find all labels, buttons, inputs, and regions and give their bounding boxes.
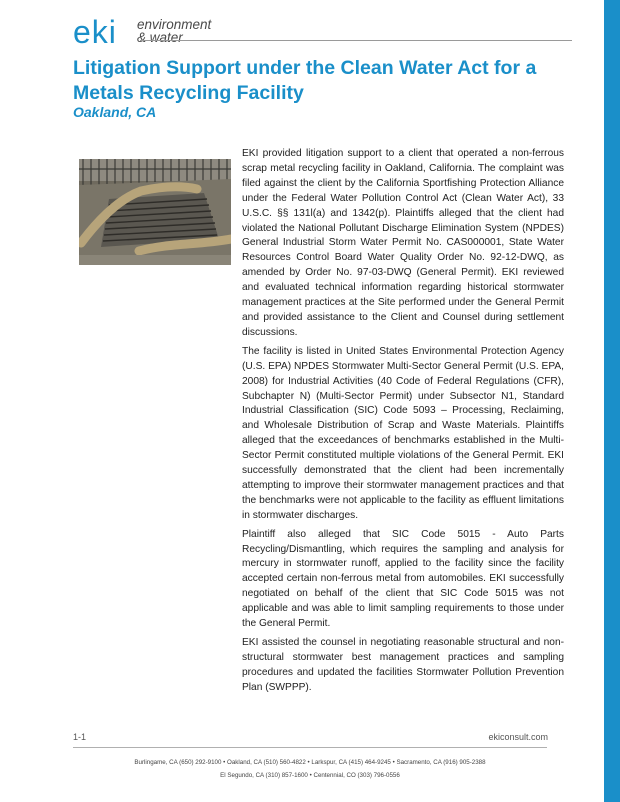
header-divider — [140, 40, 572, 41]
site-photo — [79, 159, 231, 265]
project-description — [242, 147, 564, 700]
website-link[interactable]: ekiconsult.com — [488, 732, 548, 742]
footer-divider — [73, 747, 547, 748]
project-location: Oakland, CA — [73, 104, 157, 120]
page-title: Litigation Support under the Clean Water Act for a Metals Recycling Facility — [73, 57, 537, 104]
logo-line-1: environment — [137, 17, 212, 32]
site-photo-illustration — [79, 159, 231, 265]
page-number: 1-1 — [73, 732, 87, 742]
logo-line-2: & water — [137, 30, 183, 45]
accent-side-bar — [604, 0, 620, 802]
description-paragraph: EKI provided litigation support to a client that operated a non-ferrous scrap metal recycling facility in Oakland, California. The complaint was filed against the client by the California Sportfishing Protection Alliance under the Federal Water Pollution Control Act (Clean Water Act), 33 U.S.C. §§ 131l(a) and 1342(p). Plaintiffs alleged that the client had violated the National Pollutant Discharge Elimination System (NPDES) General Industrial Storm Water Permit No. CAS000001, State Water Resources Control Board Water Quality Order No. 92-12-DWQ, as amended by Order No. 97-03-DWQ (General Permit). EKI reviewed and evaluated technical information regarding historical stormwater management practices at the Site performed under the General Permit and provided assistance to the Client and Counsel during settlement discussions. — [242, 148, 564, 338]
description-paragraph: The facility is listed in United States Environmental Protection Agency (U.S. EPA) NPDES Stormwater Multi-Sector General Permit (U.S. EPA, 2008) for Industrial Activities (40 Code of Federal Regulations (CFR), Subchapter N) (Multi-Sector Permit) under Subsector N1, Standard Industrial Classification (SIC) Code 5093 – Processing, Reclaiming, and Wholesale Distribution of Scrap and Waste Materials. Plaintiffs alleged that the exceedances of benchmarks established in the Multi-Sector Permit constituted multiple violations of the General Permit. EKI successfully demonstrated that the client had been incrementally attempting to improve their stormwater management practices and that the benchmarks were not applicable to the facility as effluent limitations in stormwater discharges. — [242, 345, 564, 521]
description-paragraph: Plaintiff also alleged that SIC Code 5015 - Auto Parts Recycling/Dismantling, which requires the sampling and analysis for mercury in stormwater runoff, applied to the facility since the facility accepted certain non-ferrous metal from automobiles. EKI successfully negotiated on behalf of the client that SIC Code 5015 was not applicable and was able to limit sampling requirements to those under the General Permit. — [242, 528, 564, 630]
office-addresses-line-2: El Segundo, CA (310) 857-1600 • Centennial, CO (303) 796-0556 — [220, 772, 400, 779]
logo-mark: eki — [73, 14, 117, 50]
office-addresses-line-1: Burlingame, CA (650) 292-9100 • Oakland, CA (510) 560-4822 • Larkspur, CA (415) 464-9245 • Sacramento, CA (916) 905-2388 — [134, 759, 486, 766]
description-paragraph: EKI assisted the counsel in negotiating reasonable structural and non-structural stormwater best management practices and sampling procedures and updated the facilities Stormwater Pollution Prevention Plan (SWPPP). — [242, 637, 564, 693]
